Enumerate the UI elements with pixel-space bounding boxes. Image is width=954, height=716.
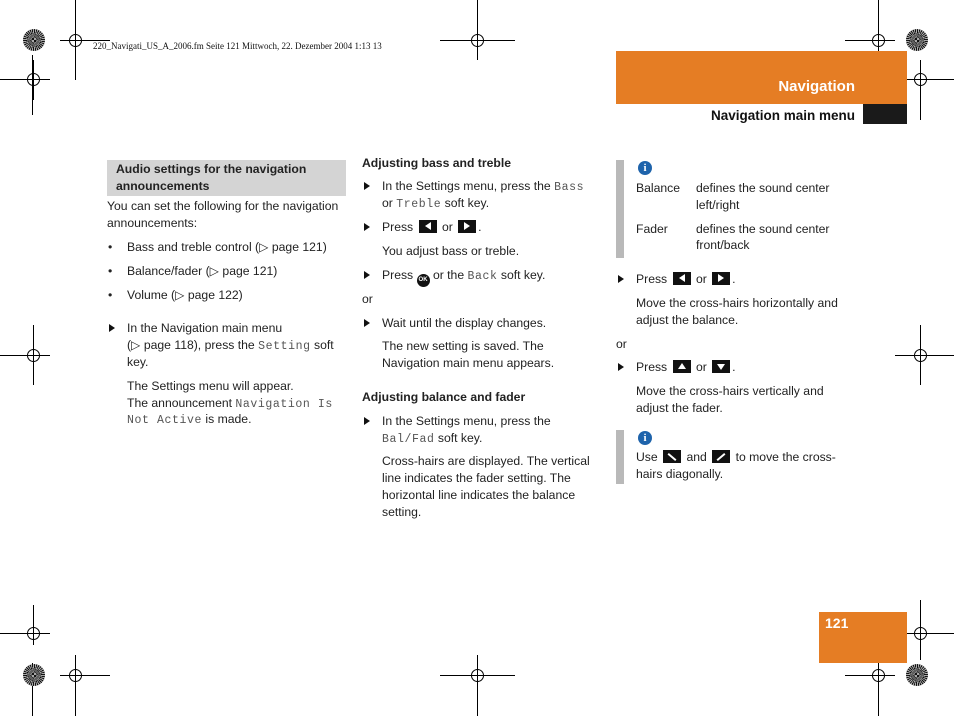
step-wait: Wait until the display changes. xyxy=(382,316,547,330)
up-arrow-key-icon xyxy=(673,360,691,373)
trim-line-top-left xyxy=(32,55,33,115)
info-box-bar xyxy=(616,160,624,258)
registration-mark-bottom-left-outer xyxy=(0,605,50,645)
result-crosshairs-4: setting. xyxy=(382,505,422,519)
registration-mark-bottom-center xyxy=(440,655,515,716)
thumb-index-tab xyxy=(863,104,907,124)
registration-mark-mid-left xyxy=(0,325,50,385)
step-open-settings-line1: In the Navigation main menu xyxy=(127,321,283,335)
triangle-bullet-icon xyxy=(364,182,370,190)
triangle-bullet-icon xyxy=(618,363,624,371)
bullet-balance-fader: • Balance/fader (▷ page 121) xyxy=(127,263,277,280)
subsection-title: Navigation main menu xyxy=(710,108,855,123)
ok-button-icon: OK xyxy=(417,274,430,287)
step-bass-line2: or Treble soft key. xyxy=(382,196,490,211)
triangle-bullet-icon xyxy=(109,324,115,332)
intro-text: You can set the following for the navigation announcements: xyxy=(107,199,339,230)
bullet-bass-treble: • Bass and treble control (▷ page 121) xyxy=(127,239,327,256)
step-press-ok: Press OK or the Back soft key. xyxy=(382,267,545,287)
or-separator: or xyxy=(362,292,373,306)
bullet-volume: • Volume (▷ page 122) xyxy=(127,287,243,304)
announcement-text-2: Not Active xyxy=(127,414,203,427)
balfad-softkey-label: Bal/Fad xyxy=(382,433,435,446)
rosette-mark-top-right xyxy=(906,29,928,51)
info-box-bar-2 xyxy=(616,430,624,484)
left-arrow-key-icon xyxy=(673,272,691,285)
triangle-bullet-icon xyxy=(364,271,370,279)
right-arrow-key-icon xyxy=(458,220,476,233)
diagonal-key-icon-2 xyxy=(712,450,730,463)
triangle-bullet-icon xyxy=(364,223,370,231)
result-saved-line2: Navigation main menu appears. xyxy=(382,356,555,370)
or-separator: or xyxy=(616,337,627,351)
registration-mark-top-left-outer xyxy=(0,60,50,100)
page-number: 121 xyxy=(825,615,849,631)
result-move-horizontal-1: Move the cross-hairs horizontally and xyxy=(636,296,838,310)
section-tab xyxy=(616,51,907,104)
file-info-line: 220_Navigati_US_A_2006.fm Seite 121 Mittwoch, 22. Dezember 2004 1:13 13 xyxy=(93,41,382,51)
registration-mark-mid-right xyxy=(895,325,954,385)
registration-mark-top-center xyxy=(440,0,515,60)
result-announcement-line1: The announcement Navigation Is xyxy=(127,396,333,411)
announcement-text-1: Navigation Is xyxy=(235,398,333,411)
trim-line-top-right xyxy=(920,60,921,120)
section-title: Navigation xyxy=(778,78,855,95)
step-press-left-right-balance: Press or . xyxy=(636,272,736,286)
right-arrow-key-icon xyxy=(712,272,730,285)
result-move-vertical-2: adjust the fader. xyxy=(636,401,723,415)
diagonal-key-icon-1 xyxy=(663,450,681,463)
result-move-vertical-1: Move the cross-hairs vertically and xyxy=(636,384,824,398)
result-crosshairs-2: line indicates the fader setting. The xyxy=(382,471,571,485)
result-crosshairs-1: Cross-hairs are displayed. The vertical xyxy=(382,454,590,468)
result-adjust-bass: You adjust bass or treble. xyxy=(382,244,520,258)
result-announcement-line2: Not Active is made. xyxy=(127,412,252,427)
info-icon: i xyxy=(638,431,652,445)
setting-softkey-label: Setting xyxy=(258,340,311,353)
back-softkey-label: Back xyxy=(467,270,498,283)
triangle-bullet-icon xyxy=(364,319,370,327)
rosette-mark-bottom-right xyxy=(906,664,928,686)
info-def-fader-1: defines the sound center xyxy=(696,222,830,236)
step-balfad-line1: In the Settings menu, press the xyxy=(382,414,551,428)
step-open-settings-line2: (▷ page 118), press the Setting soft xyxy=(127,338,334,353)
triangle-bullet-icon xyxy=(364,417,370,425)
step-bass-line1: In the Settings menu, press the Bass xyxy=(382,179,585,194)
registration-mark-bottom-right xyxy=(845,655,895,716)
treble-softkey-label: Treble xyxy=(396,198,442,211)
trim-line-bottom-right xyxy=(920,600,921,660)
info-def-balance-1: defines the sound center xyxy=(696,181,830,195)
heading-bass-treble: Adjusting bass and treble xyxy=(362,156,511,170)
bass-softkey-label: Bass xyxy=(554,181,585,194)
left-arrow-key-icon xyxy=(419,220,437,233)
step-open-settings-line3: key. xyxy=(127,355,149,369)
step-press-left-right: Press or . xyxy=(382,220,482,234)
info-diagonal-line2: hairs diagonally. xyxy=(636,467,724,481)
registration-mark-bottom-left xyxy=(60,655,110,716)
rosette-mark-bottom-left xyxy=(23,664,45,686)
info-icon: i xyxy=(638,161,652,175)
info-term-balance: Balance xyxy=(636,181,681,195)
triangle-bullet-icon xyxy=(618,275,624,283)
down-arrow-key-icon xyxy=(712,360,730,373)
result-settings-menu: The Settings menu will appear. xyxy=(127,379,294,393)
result-move-horizontal-2: adjust the balance. xyxy=(636,313,739,327)
step-press-up-down: Press or . xyxy=(636,360,736,374)
heading-balance-fader: Adjusting balance and fader xyxy=(362,390,526,404)
result-crosshairs-3: horizontal line indicates the balance xyxy=(382,488,576,502)
info-def-fader-2: front/back xyxy=(696,238,750,252)
info-term-fader: Fader xyxy=(636,222,668,236)
step-balfad-line2: Bal/Fad soft key. xyxy=(382,431,483,446)
info-diagonal-line1: Use and to move the cross- xyxy=(636,450,836,464)
rosette-mark-top-left xyxy=(23,29,45,51)
result-saved-line1: The new setting is saved. The xyxy=(382,339,544,353)
audio-settings-heading: Audio settings for the navigation announcements xyxy=(107,160,346,196)
info-def-balance-2: left/right xyxy=(696,198,740,212)
